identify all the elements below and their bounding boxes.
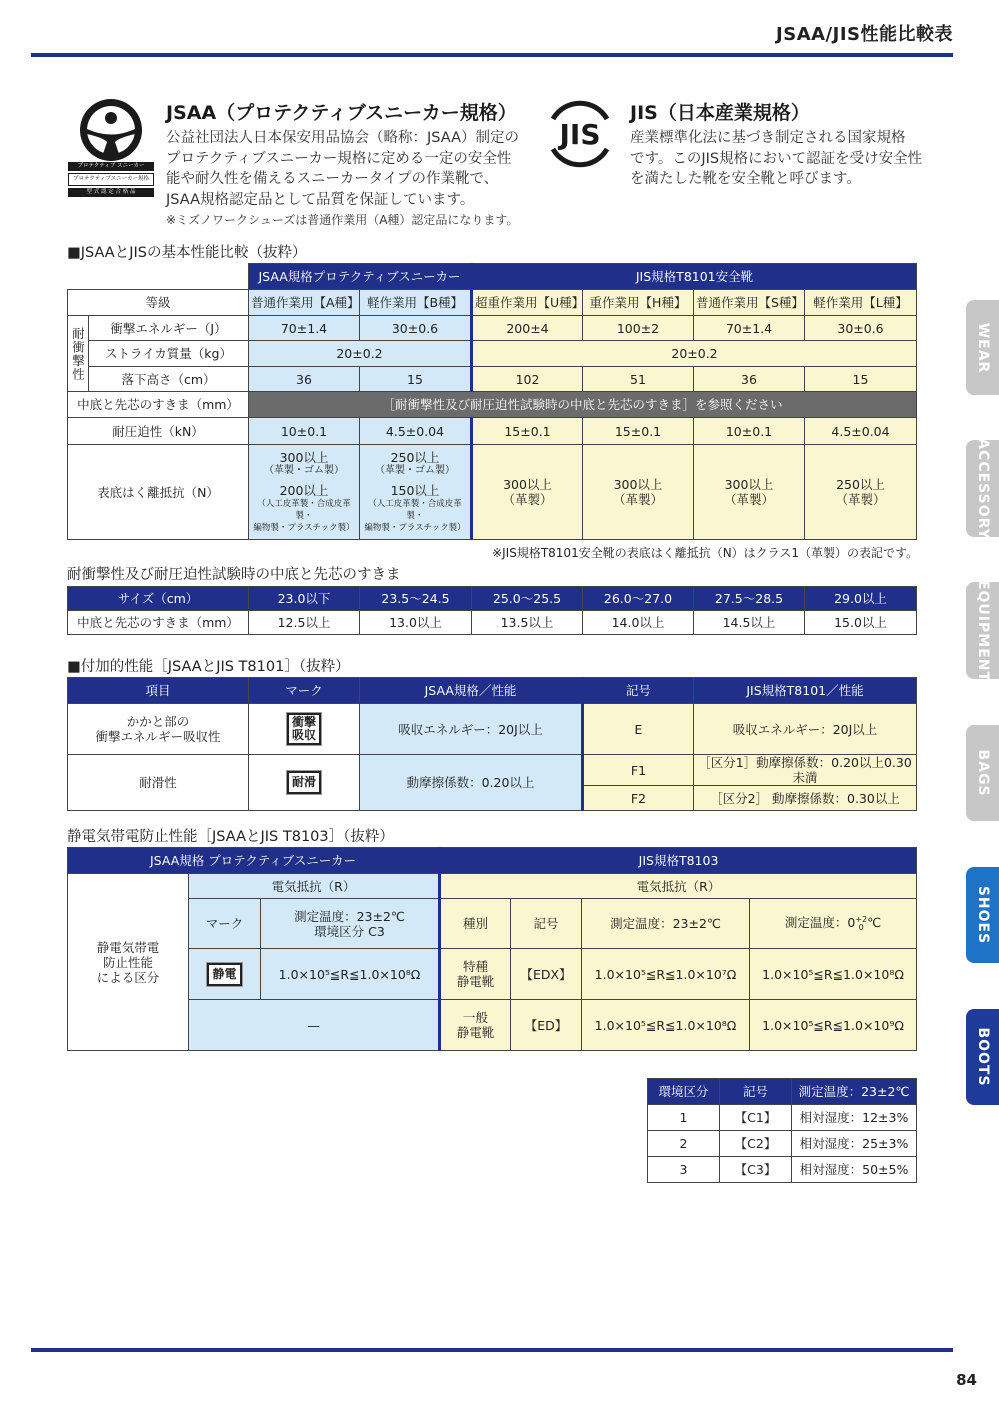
value-cell: 36	[694, 367, 805, 392]
mark-cell	[249, 755, 360, 811]
value-cell: 4.5±0.04	[805, 418, 917, 445]
size-cell: 26.0〜27.0	[583, 587, 694, 611]
jsaa-condition	[261, 899, 440, 949]
group-jis: JIS規格T8101安全靴	[472, 264, 917, 290]
value-cell: 30±0.6	[360, 316, 472, 341]
value-cell: 15	[805, 367, 917, 392]
env-cell: 相対湿度：12±3%	[792, 1105, 917, 1131]
tab-shoes[interactable]	[966, 867, 999, 963]
type-line: 静電靴	[456, 1025, 495, 1040]
code-cell: 【ED】	[511, 1000, 582, 1051]
size-cell: 23.5〜24.5	[360, 587, 472, 611]
jsaa-emblem-icon	[66, 96, 156, 166]
value-cell: 70±1.4	[694, 316, 805, 341]
value-cell: 15	[360, 367, 472, 392]
value-cell: 20±0.2	[472, 341, 917, 367]
value-cell: 10±0.1	[249, 418, 360, 445]
group-jis: JIS規格T8103	[440, 848, 917, 874]
type-line: 特種	[463, 959, 489, 974]
resistance-value: 1.0×10⁵≦R≦1.0×10⁹Ω	[750, 1000, 917, 1051]
jsaa-body-line: 公益社団法人日本保安用品協会（略称：JSAA）制定の	[166, 130, 519, 146]
value-cell: 30±0.6	[805, 316, 917, 341]
peel-material: （革製）	[502, 492, 553, 507]
jis-perf-cell: 吸収エネルギー：20J以上	[694, 704, 917, 755]
item-cell: 耐滑性	[68, 755, 249, 811]
col-header: JSAA規格／性能	[360, 678, 583, 704]
value-cell: 70±1.4	[249, 316, 360, 341]
env-cell: 相対湿度：50±5%	[792, 1157, 917, 1183]
item-cell	[68, 704, 249, 755]
jsaa-body-line: JSAA規格認定品として品質を保証しています。	[166, 191, 475, 208]
peel-value: 250以上	[390, 450, 440, 465]
jsaa-logo-band-1: プロテクティブ スニーカー	[68, 162, 154, 171]
jsaa-perf-cell: 動摩擦係数：0.20以上	[360, 755, 583, 811]
blank-corner	[68, 264, 249, 290]
row-label: 表底はく離抵抗（N）	[68, 445, 249, 540]
basic-section-title: ■JSAAとJISの基本性能比較（抜粋）	[67, 245, 307, 261]
tab-bags[interactable]	[966, 725, 999, 821]
row-label: 耐圧迫性（kN）	[68, 418, 249, 445]
jsaa-logo-band-3: 型 式 認 定 合 格 品	[68, 188, 154, 197]
condition-line: 測定温度：23±2℃	[294, 908, 405, 924]
additional-section-title: ■付加的性能［JSAAとJIS T8101］（抜粋）	[67, 659, 350, 675]
peel-material: 編物製・プラスチック製）	[364, 523, 466, 533]
jsaa-heading: JSAA（プロテクティブスニーカー規格）	[166, 102, 517, 124]
size-label: サイズ（cm）	[68, 587, 249, 611]
jsaa-resistance-value: 1.0×10⁵≦R≦1.0×10⁸Ω	[261, 949, 440, 1000]
jis-body-line: 産業標準化法に基づき制定される国家規格	[630, 130, 906, 146]
resistance-value: 1.0×10⁵≦R≦1.0×10⁸Ω	[750, 949, 917, 1000]
peel-a-cell	[249, 445, 360, 540]
code-cell: F2	[583, 786, 694, 811]
jsaa-note: ※ミズノワークシューズは普通作業用（A種）認定品になります。	[166, 213, 519, 227]
condition-unit: ℃	[867, 915, 882, 931]
col-header: 項目	[68, 678, 249, 704]
item-line: 衝撃エネルギー吸収性	[95, 729, 221, 744]
gap-label: 中底と先芯のすきま（mm）	[68, 611, 249, 635]
grade-cell: 普通作業用【A種】	[249, 290, 360, 316]
value-cell: 100±2	[583, 316, 694, 341]
tab-boots[interactable]	[966, 1009, 999, 1105]
side-line: 静電気帯電	[96, 939, 160, 955]
grade-cell: 重作業用【H種】	[583, 290, 694, 316]
resistance-value: 1.0×10⁵≦R≦1.0×10⁸Ω	[582, 1000, 750, 1051]
mark-cell	[189, 949, 261, 1000]
size-cell: 25.0〜25.5	[472, 587, 583, 611]
env-header: 記号	[720, 1079, 792, 1105]
col-header: JIS規格T8101／性能	[694, 678, 917, 704]
basic-footnote: ※JIS規格T8101安全靴の表底はく離抵抗（N）はクラス1（革製）の表記です。	[492, 546, 918, 560]
jsaa-logo-band-2: プロテクティブスニーカー規格	[68, 173, 154, 186]
value-cell: 200±4	[472, 316, 583, 341]
condition-line: 環境区分 C3	[314, 923, 385, 939]
code-header: 記号	[511, 899, 582, 949]
peel-jis-cell	[694, 445, 805, 540]
value-cell: 15±0.1	[583, 418, 694, 445]
peel-material: 編物製・プラスチック製）	[253, 523, 355, 533]
jis-body	[630, 128, 950, 190]
code-cell: F1	[583, 755, 694, 786]
value-cell: 102	[472, 367, 583, 392]
gap-cell: 14.0以上	[583, 611, 694, 635]
env-cell: 【C1】	[720, 1105, 792, 1131]
jis-resistance-header: 電気抵抗（R）	[440, 874, 917, 899]
mark-header: マーク	[189, 899, 261, 949]
tab-wear[interactable]	[966, 300, 999, 395]
type-cell	[440, 949, 511, 1000]
tab-label: WEAR	[974, 322, 991, 373]
side-line: 防止性能	[102, 954, 153, 970]
peel-value: 250以上	[836, 477, 885, 492]
peel-value: 300以上	[724, 477, 774, 492]
peel-b-cell	[360, 445, 472, 540]
group-jsaa: JSAA規格プロテクティブスニーカー	[249, 264, 472, 290]
env-cell: 1	[648, 1105, 720, 1131]
gap-cell: 14.5以上	[694, 611, 805, 635]
peel-material: （革製・ゴム製）	[375, 465, 455, 476]
tab-accessory[interactable]	[966, 437, 999, 540]
peel-material: （革製）	[723, 492, 774, 507]
condition-text: 測定温度：0	[784, 915, 856, 931]
peel-value: 200以上	[279, 483, 329, 498]
gap-cell: 13.0以上	[360, 611, 472, 635]
grade-cell: 軽作業用【L種】	[805, 290, 917, 316]
peel-value: 300以上	[503, 477, 552, 492]
basic-performance-table	[67, 263, 917, 540]
jis-body-line: です。このJIS規格において認証を受け安全性	[630, 150, 923, 167]
jsaa-resistance-header: 電気抵抗（R）	[189, 874, 440, 899]
row-label: 落下高さ（cm）	[89, 367, 249, 392]
grade-label: 等級	[68, 290, 249, 316]
mark-line: 衝撃	[291, 715, 316, 729]
grade-cell: 軽作業用【B種】	[360, 290, 472, 316]
slip-resistant-mark-icon: 耐滑	[287, 771, 321, 794]
size-cell: 29.0以上	[805, 587, 917, 611]
peel-material: （人工皮革製・合成皮革製・	[368, 499, 462, 521]
jis-heading: JIS（日本産業規格）	[630, 102, 810, 124]
jsaa-logo	[66, 96, 156, 206]
gap-cell: 15.0以上	[805, 611, 917, 635]
type-header: 種別	[440, 899, 511, 949]
env-header: 測定温度：23±2℃	[792, 1079, 917, 1105]
row-label: ストライカ質量（kg）	[89, 341, 249, 367]
jsaa-body-line: 能や耐久性を備えるスニーカータイプの作業靴で、	[166, 171, 499, 187]
tab-label: BOOTS	[974, 1027, 991, 1087]
peel-jis-cell	[583, 445, 694, 540]
environment-table	[647, 1078, 917, 1183]
row-label: 中底と先芯のすきま（mm）	[68, 392, 249, 418]
side-line: による区分	[96, 969, 160, 985]
tab-label: ACCESSORY	[974, 437, 991, 540]
env-cell: 3	[648, 1157, 720, 1183]
additional-table	[67, 677, 917, 811]
jsaa-empty-cell: —	[189, 1000, 440, 1051]
jsaa-body-line: プロテクティブスニーカー規格に定める一定の安全性	[166, 150, 512, 167]
env-cell: 【C2】	[720, 1131, 792, 1157]
value-cell: 36	[249, 367, 360, 392]
code-cell: 【EDX】	[511, 949, 582, 1000]
clearance-reference: ［耐衝撃性及び耐圧迫性試験時の中底と先芯のすきま］を参照ください	[249, 392, 917, 418]
header-rule	[31, 53, 953, 57]
page-number: 84	[956, 1371, 977, 1389]
footer-rule	[31, 1348, 953, 1352]
page-title: JSAA/JIS性能比較表	[776, 24, 953, 45]
jis-logo-text: JIS	[559, 118, 601, 151]
env-cell: 【C3】	[720, 1157, 792, 1183]
jsaa-body	[166, 128, 536, 210]
env-header: 環境区分	[648, 1079, 720, 1105]
tab-label: SHOES	[974, 885, 991, 945]
value-cell: 10±0.1	[694, 418, 805, 445]
value-cell: 15±0.1	[472, 418, 583, 445]
peel-jis-cell	[805, 445, 917, 540]
peel-value: 300以上	[279, 450, 329, 465]
static-section-title: 静電気帯電防止性能［JSAAとJIS T8103］（抜粋）	[67, 829, 394, 845]
peel-material: （革製）	[612, 492, 663, 507]
type-line: 一般	[463, 1010, 489, 1025]
tab-label: BAGS	[974, 749, 991, 797]
tolerance-upper: +2	[855, 914, 868, 924]
jis-mark-icon	[543, 97, 617, 171]
item-line: かかと部の	[126, 714, 190, 729]
tab-equipment[interactable]	[966, 579, 999, 682]
type-line: 静電靴	[456, 974, 495, 989]
jsaa-perf-cell: 吸収エネルギー：20J以上	[360, 704, 583, 755]
mark-line: 吸収	[291, 728, 316, 742]
peel-value: 150以上	[390, 483, 440, 498]
resistance-value: 1.0×10⁵≦R≦1.0×10⁷Ω	[582, 949, 750, 1000]
code-cell: E	[583, 704, 694, 755]
shock-absorb-mark-icon	[287, 713, 321, 745]
env-cell: 相対湿度：25±3%	[792, 1131, 917, 1157]
env-cell: 2	[648, 1131, 720, 1157]
grade-cell: 超重作業用【U種】	[472, 290, 583, 316]
peel-material: （革製・ゴム製）	[264, 465, 344, 476]
col-header: マーク	[249, 678, 360, 704]
type-cell	[440, 1000, 511, 1051]
jis-body-line: を満たした靴を安全靴と呼びます。	[630, 171, 861, 187]
jis-condition-23: 測定温度：23±2℃	[582, 899, 750, 949]
condition-tolerance	[855, 916, 867, 932]
static-table	[67, 847, 917, 1051]
tab-label: EQUIPMENT	[974, 579, 991, 682]
gap-cell: 12.5以上	[249, 611, 360, 635]
grade-cell: 普通作業用【S種】	[694, 290, 805, 316]
peel-jis-cell	[472, 445, 583, 540]
size-cell: 23.0以下	[249, 587, 360, 611]
static-side-label	[68, 874, 189, 1051]
mark-cell	[249, 704, 360, 755]
jis-perf-cell: ［区分1］動摩擦係数：0.20以上0.30未満	[694, 755, 917, 786]
impact-side-label: 耐衝撃性	[68, 316, 89, 392]
size-cell: 27.5〜28.5	[694, 587, 805, 611]
peel-material: （人工皮革製・合成皮革製・	[257, 499, 351, 521]
value-cell: 4.5±0.04	[360, 418, 472, 445]
value-cell: 51	[583, 367, 694, 392]
value-cell: 20±0.2	[249, 341, 472, 367]
gap-table	[67, 586, 917, 635]
group-jsaa: JSAA規格 プロテクティブスニーカー	[68, 848, 440, 874]
jis-perf-cell: ［区分2］ 動摩擦係数：0.30以上	[694, 786, 917, 811]
jis-logo	[543, 97, 617, 171]
jis-condition-0	[750, 899, 917, 949]
peel-value: 300以上	[613, 477, 663, 492]
gap-section-title: 耐衝撃性及び耐圧迫性試験時の中底と先芯のすきま	[67, 567, 401, 583]
gap-cell: 13.5以上	[472, 611, 583, 635]
col-header: 記号	[583, 678, 694, 704]
antistatic-mark-icon: 静電	[207, 963, 241, 986]
peel-material: （革製）	[835, 492, 886, 507]
row-label: 衝撃エネルギー（J）	[89, 316, 249, 341]
tolerance-lower: 0	[858, 922, 864, 932]
